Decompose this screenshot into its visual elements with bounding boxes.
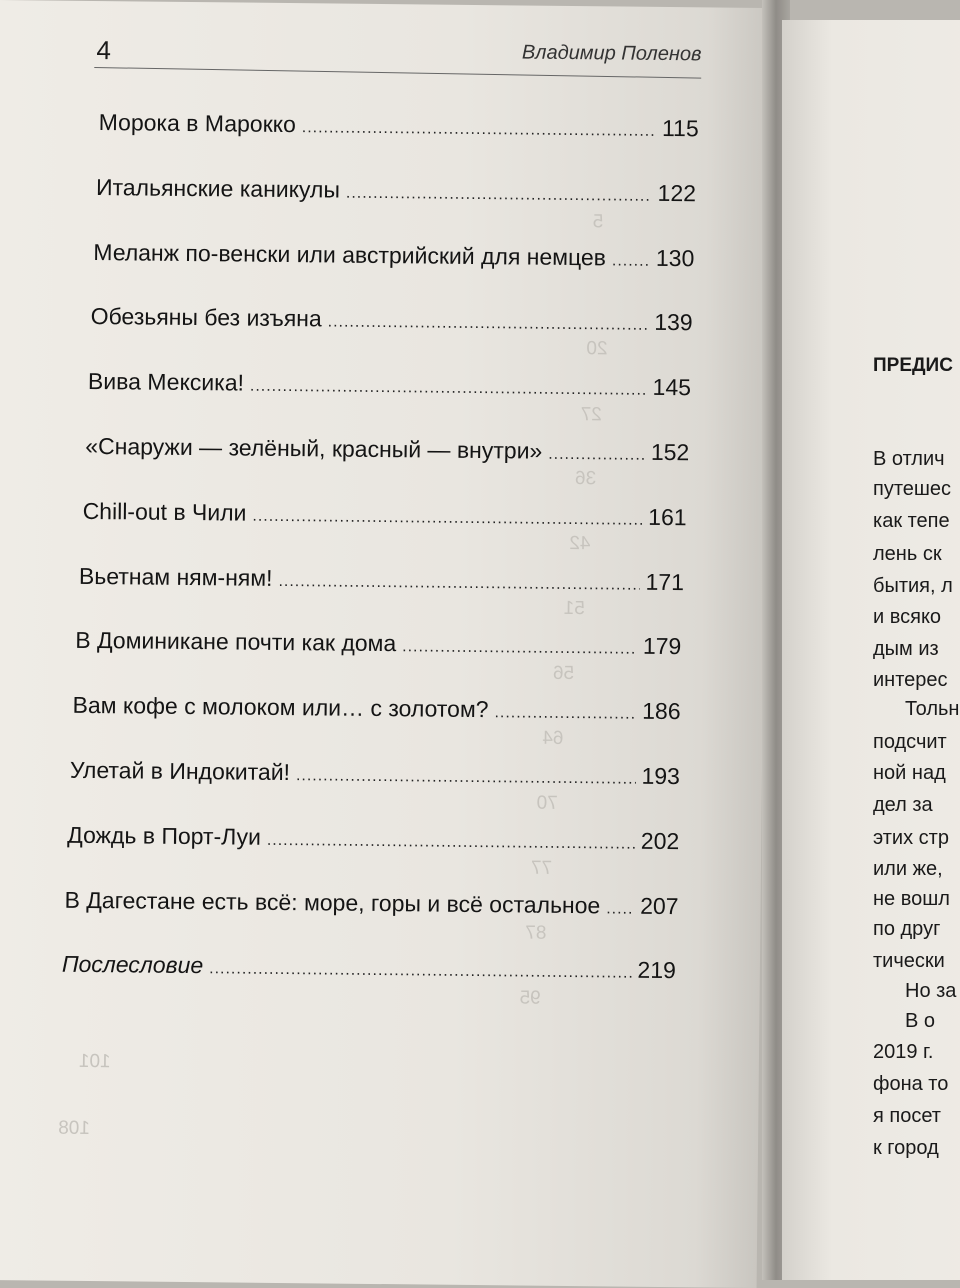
right-page-line: тически bbox=[873, 950, 945, 972]
dot-leader bbox=[402, 639, 637, 659]
toc-entry bbox=[75, 627, 681, 660]
right-page-line: путешес bbox=[873, 478, 952, 500]
toc-entry bbox=[83, 498, 687, 531]
right-page-line: дым из bbox=[873, 638, 939, 660]
toc-entry-page-number: 130 bbox=[655, 244, 695, 271]
dot-leader bbox=[209, 961, 631, 983]
toc-entry-title: В Доминикане почти как дома bbox=[75, 627, 397, 657]
toc-entry bbox=[96, 174, 696, 207]
toc-entry bbox=[93, 239, 694, 272]
show-through-page-number: 56 bbox=[552, 662, 575, 685]
toc-entry-title: Улетай в Индокитай! bbox=[69, 756, 291, 786]
right-page-line: лень ск bbox=[873, 543, 942, 565]
show-through-page-number: 77 bbox=[530, 857, 553, 879]
right-page-line: или же, bbox=[873, 858, 943, 880]
show-through-page-number: 95 bbox=[519, 987, 541, 1009]
toc-entry-page-number: 219 bbox=[637, 957, 677, 984]
show-through-page-number: 87 bbox=[525, 922, 547, 944]
toc-entry bbox=[88, 368, 691, 401]
page-number: 4 bbox=[96, 35, 112, 66]
toc-entry bbox=[91, 303, 693, 336]
right-page-line: я посет bbox=[873, 1105, 941, 1127]
show-through-page-number: 5 bbox=[592, 211, 604, 233]
right-page-line: фона то bbox=[873, 1073, 949, 1095]
right-page-line: этих стр bbox=[873, 827, 949, 849]
right-page-line: как тепе bbox=[873, 510, 950, 532]
show-through-page-number: 64 bbox=[542, 727, 564, 749]
toc-entry-title: Обезьяны без изъяна bbox=[90, 303, 322, 332]
dot-leader bbox=[606, 900, 634, 918]
running-head-author: Владимир Поленов bbox=[521, 41, 702, 66]
toc-entry-page-number: 202 bbox=[640, 827, 680, 854]
toc-entry-page-number: 193 bbox=[641, 762, 681, 790]
toc-entry-page-number: 152 bbox=[650, 438, 690, 466]
toc-entry bbox=[72, 692, 680, 725]
toc-entry-title: «Снаружи — зелёный, красный — внутри» bbox=[85, 432, 543, 464]
toc-entry bbox=[70, 757, 680, 790]
right-page-line: В отлич bbox=[873, 448, 945, 470]
show-through-page-number: 20 bbox=[586, 338, 608, 360]
toc-entry-title: Морока в Марокко bbox=[98, 109, 296, 138]
toc-entry bbox=[79, 562, 684, 595]
right-page-line: 2019 г. bbox=[873, 1041, 934, 1063]
toc-entry bbox=[64, 886, 678, 919]
show-through-page-number: 101 bbox=[78, 1050, 111, 1073]
show-through-page-number: 108 bbox=[58, 1117, 91, 1140]
toc-entry-title: Итальянские каникулы bbox=[95, 173, 341, 203]
toc-entry bbox=[67, 822, 679, 855]
show-through-page-number: 27 bbox=[580, 404, 602, 426]
toc-entry-page-number: 122 bbox=[657, 179, 697, 207]
show-through-page-number: 51 bbox=[563, 597, 585, 620]
toc-entry-page-number: 139 bbox=[654, 309, 693, 336]
dot-leader bbox=[328, 314, 649, 335]
right-page-line: дел за bbox=[873, 794, 933, 816]
right-page-line: и всяко bbox=[873, 606, 942, 628]
right-page-line: В о bbox=[905, 1010, 936, 1032]
dot-leader bbox=[494, 704, 636, 723]
right-page-heading: ПРЕДИС bbox=[873, 355, 953, 376]
toc-entry-title: Вива Мексика! bbox=[87, 368, 245, 396]
toc-entry-title: Вьетнам ням-ням! bbox=[78, 562, 273, 591]
toc-entry bbox=[99, 109, 699, 142]
dot-leader bbox=[278, 573, 639, 595]
toc-entry-title: Chill-out в Чили bbox=[82, 497, 247, 526]
right-page-line: к город bbox=[873, 1137, 939, 1159]
toc-entry-title: Дождь в Порт-Луи bbox=[67, 821, 262, 850]
toc-entry-title: Послесловие bbox=[61, 951, 204, 979]
dot-leader bbox=[302, 119, 656, 141]
dot-leader bbox=[548, 446, 645, 465]
dot-leader bbox=[250, 378, 647, 400]
show-through-page-number: 36 bbox=[574, 468, 597, 490]
toc-entry bbox=[62, 951, 676, 984]
toc-entry-title: Меланж по-венски или австрийский для немцев bbox=[93, 238, 607, 270]
right-page-line: не вошл bbox=[873, 888, 950, 910]
toc-entry-page-number: 145 bbox=[652, 374, 692, 401]
toc-entry-page-number: 179 bbox=[642, 633, 682, 660]
show-through-page-number: 42 bbox=[569, 532, 591, 555]
right-page-line: подсчит bbox=[873, 731, 947, 753]
dot-leader bbox=[346, 184, 652, 205]
toc-entry-title: Вам кофе с молоком или… с золотом? bbox=[72, 691, 489, 723]
toc-entry-page-number: 115 bbox=[661, 114, 699, 142]
right-page-line: Тольн bbox=[905, 698, 960, 720]
dot-leader bbox=[296, 767, 636, 789]
toc-entry-page-number: 171 bbox=[645, 568, 685, 595]
right-page-line: бытия, л bbox=[873, 575, 953, 597]
toc-entry-page-number: 161 bbox=[648, 503, 687, 531]
toc-entry-page-number: 207 bbox=[640, 892, 679, 919]
toc-entry bbox=[85, 433, 689, 466]
toc-entry-page-number: 186 bbox=[642, 697, 681, 725]
dot-leader bbox=[252, 507, 642, 529]
toc-entry-title: В Дагестане есть всё: море, горы и всё остальное bbox=[64, 886, 601, 918]
right-page-line: по друг bbox=[873, 918, 941, 940]
show-through-page-number: 70 bbox=[536, 792, 558, 814]
dot-leader bbox=[267, 832, 635, 854]
right-page-line: интерес bbox=[873, 669, 948, 691]
right-page-line: ной над bbox=[873, 762, 946, 784]
right-page-line: Но за bbox=[905, 980, 957, 1002]
dot-leader bbox=[612, 252, 650, 270]
